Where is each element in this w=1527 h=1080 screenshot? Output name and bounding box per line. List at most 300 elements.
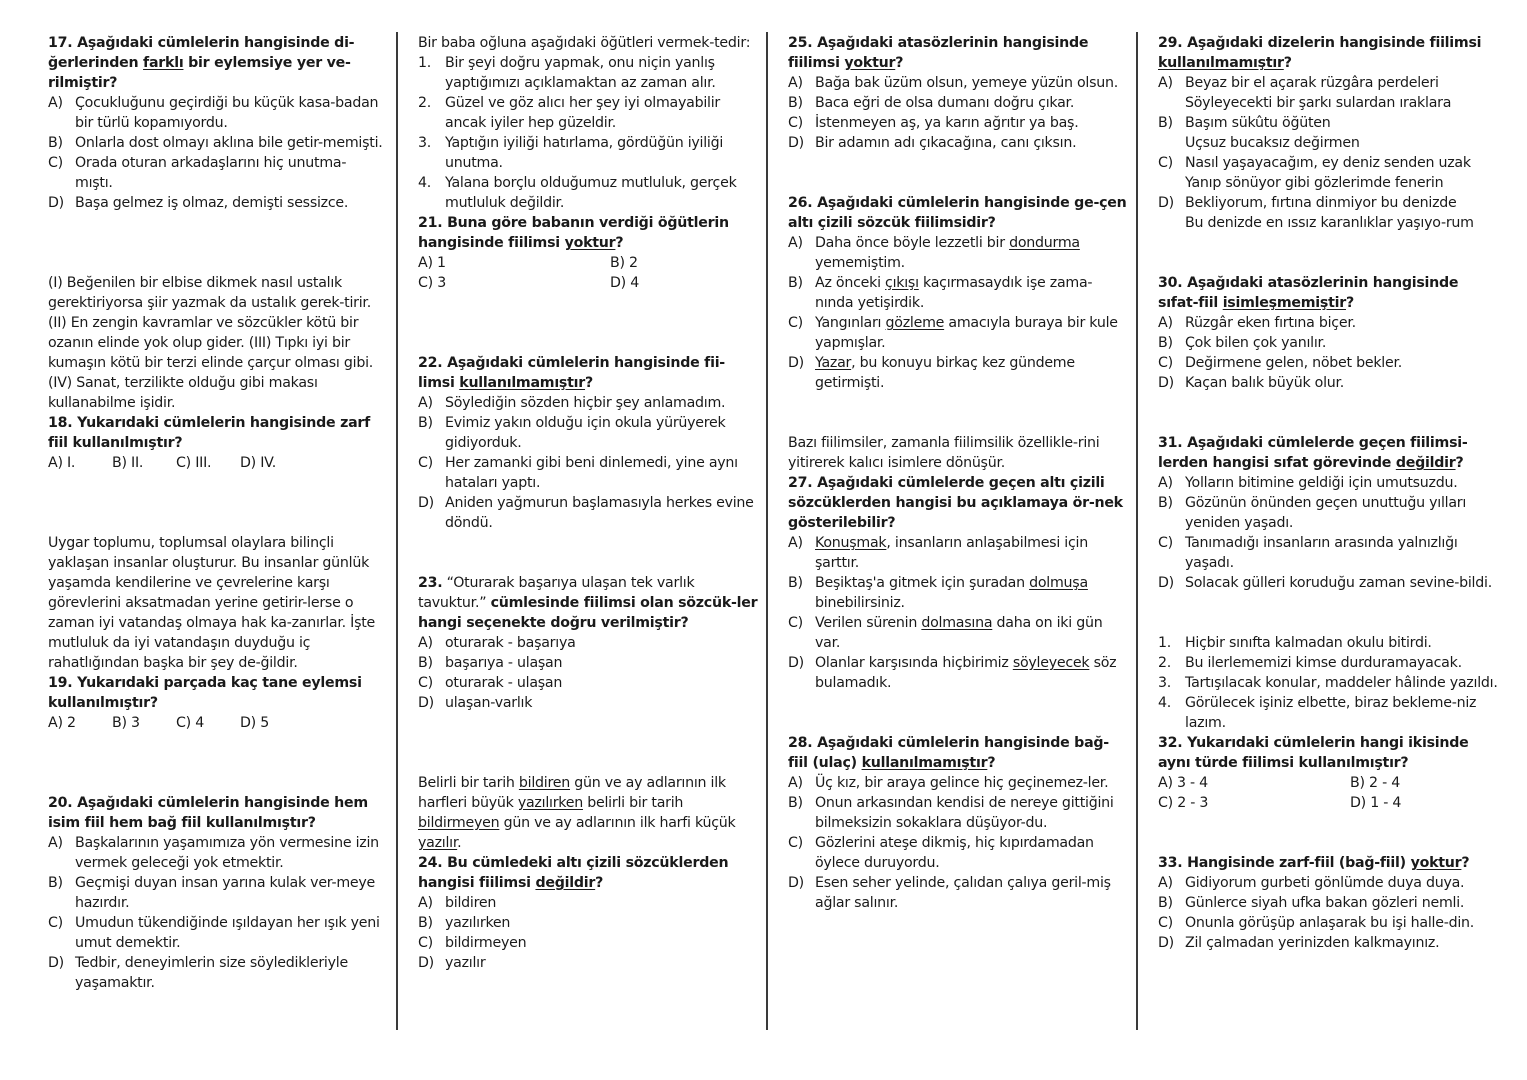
option-text [815, 273, 1128, 313]
option-d[interactable] [788, 873, 1128, 913]
option-a[interactable]: A) 1 [418, 255, 446, 271]
option-c[interactable] [788, 313, 1128, 353]
option-label: C) [788, 315, 803, 331]
question-25 [788, 33, 1128, 153]
option-text: yazılır [445, 955, 486, 971]
option-a[interactable] [788, 773, 1128, 793]
underlined-word: dondurma [1009, 235, 1080, 251]
option-label: A) [788, 775, 803, 791]
question-part: Aşağıdaki cümlelerin hangisinde fii-limsi [418, 355, 725, 391]
option-label: B) [1158, 495, 1173, 511]
underlined-keyword: yoktur [1410, 855, 1462, 871]
option-label: A) [48, 95, 63, 111]
question-number: 26. [788, 195, 813, 211]
option-label: D) [418, 495, 434, 511]
option-text: Söylediğin sözden hiçbir şey anlamadım. [445, 395, 726, 411]
option-text [815, 353, 1128, 393]
option-c[interactable] [1158, 533, 1498, 573]
option-label: B) [788, 795, 803, 811]
option-text: oturarak - başarıya [445, 635, 576, 651]
option-text: Başkalarının yaşamımıza yön vermesine izin vermek geleceği yok etmektir. [75, 835, 379, 871]
question-text [418, 573, 758, 633]
question-part: Yukarıdaki parçada kaç tane eylemsi kullanılmıştır? [48, 675, 362, 711]
passage [418, 773, 758, 853]
option-text: Geçmişi duyan insan yarına kulak ver-meye hazırdır. [75, 875, 376, 911]
option-text: Kaçan balık büyük olur. [1185, 375, 1345, 391]
item-number: 1. [418, 55, 432, 71]
option-label: B) [48, 875, 63, 891]
option-c[interactable] [48, 153, 383, 193]
option-text: bildiren [445, 895, 497, 911]
underlined-keyword: kullanılmamıştır [459, 375, 586, 391]
option-label: B) [48, 135, 63, 151]
question-28 [788, 733, 1128, 913]
column-1 [48, 33, 383, 993]
question-text [1158, 433, 1498, 473]
option-text: Onun arkasından kendisi de nereye gittiğini bilmeksizin sokaklara düşüyor-du. [815, 795, 1114, 831]
question-number: 30. [1158, 275, 1183, 291]
option-a[interactable] [1158, 313, 1498, 333]
question-text [788, 193, 1128, 233]
option-d[interactable] [1158, 573, 1498, 593]
underlined-word: Yazar [815, 355, 852, 371]
option-label: C) [1158, 155, 1173, 171]
option-text: Baca eğri de olsa dumanı doğru çıkar. [815, 95, 1075, 111]
passage-intro: Bir baba oğluna aşağıdaki öğütleri vermek-tedir: [418, 35, 751, 51]
option-d[interactable] [418, 493, 758, 533]
question-number: 24. [418, 855, 443, 871]
option-label: C) [788, 615, 803, 631]
option-d[interactable] [788, 353, 1128, 393]
option-text [815, 233, 1128, 273]
text-part: Az önceki [815, 275, 886, 291]
item-number: 4. [418, 175, 432, 191]
option-text: Evimiz yakın olduğu için okula yürüyerek gidiyorduk. [445, 415, 726, 451]
option-label: A) [418, 895, 433, 911]
question-part: Aşağıdaki cümlelerde geçen altı çizili sözcüklerden hangisi bu açıklamaya ör-nek gösterilebilir? [788, 475, 1123, 531]
option-d[interactable] [418, 953, 758, 973]
answer-row [48, 713, 383, 733]
option-c[interactable]: C) 2 - 3 [1158, 795, 1209, 811]
option-text: Bir adamın adı çıkacağına, canı çıksın. [815, 135, 1077, 151]
passage: Bazı fiilimsiler, zamanla fiilimsilik özellikle-rini yitirerek kalıcı isimlere dönüşür. [788, 435, 1100, 471]
option-text [1185, 153, 1498, 193]
option-label: B) [788, 275, 803, 291]
item-text: Yalana borçlu olduğumuz mutluluk, gerçek mutluluk değildir. [445, 175, 737, 211]
text-part: , bu konuyu birkaç kez gündeme getirmişti. [815, 355, 1075, 391]
question-number: 21. [418, 215, 443, 231]
option-text: Değirmene gelen, nöbet bekler. [1185, 355, 1403, 371]
question-17 [48, 33, 383, 213]
question-number: 23. [418, 575, 443, 591]
option-d[interactable] [48, 193, 383, 213]
option-label: D) [788, 655, 804, 671]
verse-line: Nasıl yaşayacağım, ey deniz senden uzak [1185, 155, 1471, 171]
option-a[interactable] [48, 93, 383, 133]
option-c[interactable] [1158, 913, 1498, 933]
option-b[interactable]: B) 2 [610, 255, 638, 271]
option-label: A) [788, 535, 803, 551]
question-text [48, 413, 383, 453]
option-a[interactable] [788, 233, 1128, 273]
option-text [815, 573, 1128, 613]
item-text: Hiçbir sınıfta kalmadan okulu bitirdi. [1185, 635, 1432, 651]
question-text [788, 473, 1128, 533]
option-c[interactable]: C) III. [176, 455, 212, 471]
question-text [48, 673, 383, 713]
question-part: ? [987, 755, 996, 771]
question-number: 17. [48, 35, 73, 51]
question-31 [1158, 433, 1498, 593]
option-d[interactable] [1158, 933, 1498, 953]
option-text: Çok bilen çok yanılır. [1185, 335, 1327, 351]
option-label: D) [418, 955, 434, 971]
option-c[interactable]: C) 3 [418, 275, 446, 291]
question-number: 19. [48, 675, 73, 691]
option-c[interactable] [418, 933, 758, 953]
question-text [418, 213, 758, 253]
underlined-keyword: farklı [143, 55, 184, 71]
question-22 [418, 353, 758, 533]
option-text: Gözünün önünden geçen unuttuğu yılları yeniden yaşadı. [1185, 495, 1467, 531]
option-b[interactable] [48, 133, 383, 153]
option-label: B) [1158, 895, 1173, 911]
underlined-keyword: yoktur [564, 235, 616, 251]
option-label: C) [418, 455, 433, 471]
question-number: 18. [48, 415, 73, 431]
item-text: Yaptığın iyiliği hatırlama, gördüğün iyiliği unutma. [445, 135, 724, 171]
option-label: D) [1158, 195, 1174, 211]
question-text [1158, 33, 1498, 73]
option-label: D) [48, 195, 64, 211]
option-b[interactable] [788, 93, 1128, 113]
question-text [418, 853, 758, 893]
option-b[interactable] [1158, 893, 1498, 913]
question-23 [418, 573, 758, 713]
option-label: C) [48, 915, 63, 931]
list-item [418, 133, 758, 173]
question-33 [1158, 853, 1498, 953]
option-c[interactable] [48, 913, 383, 953]
option-d[interactable] [418, 693, 758, 713]
question-number: 27. [788, 475, 813, 491]
option-c[interactable]: C) 4 [176, 715, 204, 731]
option-text: oturarak - ulaşan [445, 675, 563, 691]
question-19 [48, 533, 383, 733]
list-item [418, 53, 758, 93]
question-number: 20. [48, 795, 73, 811]
question-27 [788, 433, 1128, 693]
option-d[interactable] [1158, 193, 1498, 233]
text-part: Beşiktaş'a gitmek için şuradan [815, 575, 1030, 591]
question-20 [48, 793, 383, 993]
option-text [815, 313, 1128, 353]
option-label: C) [788, 835, 803, 851]
passage-part: gün ve ay adlarının ilk harfi küçük [499, 815, 736, 831]
question-part: Aşağıdaki atasözlerinin hangisinde sıfat-fiil [1158, 275, 1459, 311]
option-a[interactable]: A) 3 - 4 [1158, 775, 1208, 791]
option-a[interactable] [418, 893, 758, 913]
option-text: Tedbir, deneyimlerin size söyledikleriyle yaşamaktır. [75, 955, 348, 991]
option-label: D) [1158, 935, 1174, 951]
list-item [418, 173, 758, 213]
passage-part: gün ve ay adlarının ilk harfleri büyük [418, 775, 726, 811]
underlined-word: Konuşmak [815, 535, 887, 551]
question-text [418, 353, 758, 393]
option-label: B) [418, 655, 433, 671]
option-text: Tanımadığı insanların arasında yalnızlığı yaşadı. [1185, 535, 1458, 571]
option-text: bildirmeyen [445, 935, 527, 951]
list-item [1158, 653, 1498, 673]
underlined-keyword: kullanılmamıştır [1158, 55, 1284, 71]
option-label: A) [1158, 75, 1173, 91]
option-b[interactable] [418, 413, 758, 453]
question-part: Aşağıdaki cümlelerde geçen fiilimsi-lerden hangisi sıfat görevinde [1158, 435, 1468, 471]
text-part: Daha önce böyle lezzetli bir [815, 235, 1010, 251]
option-text: Orada oturan arkadaşlarını hiç unutma-mıştı. [75, 155, 347, 191]
option-d[interactable] [1158, 373, 1498, 393]
option-label: D) [1158, 575, 1174, 591]
question-18 [48, 273, 383, 473]
option-a[interactable] [788, 533, 1128, 573]
option-text: Günlerce siyah ufka bakan gözleri nemli. [1185, 895, 1465, 911]
option-text: Yolların bitimine geldiği için umutsuzdu. [1185, 475, 1458, 491]
question-text [1158, 733, 1498, 773]
passage-part: belirli bir tarih [582, 795, 684, 811]
item-number: 1. [1158, 635, 1172, 651]
option-label: C) [1158, 915, 1173, 931]
option-text: Başa gelmez iş olmaz, demişti sessizce. [75, 195, 349, 211]
option-a[interactable]: A) 2 [48, 715, 76, 731]
underlined-keyword: değildir [1395, 455, 1456, 471]
column-3 [788, 33, 1128, 913]
option-label: C) [788, 115, 803, 131]
question-text [1158, 273, 1498, 313]
list-item [1158, 633, 1498, 653]
option-label: B) [418, 415, 433, 431]
option-b[interactable] [1158, 113, 1498, 153]
option-label: C) [418, 935, 433, 951]
question-part: ? [1455, 455, 1464, 471]
option-b[interactable] [1158, 333, 1498, 353]
option-label: A) [1158, 315, 1173, 331]
option-b[interactable]: B) II. [112, 455, 144, 471]
option-b[interactable] [1158, 493, 1498, 533]
option-d[interactable]: D) 4 [610, 275, 639, 291]
verse-line: Bekliyorum, fırtına dinmiyor bu denizde [1185, 195, 1457, 211]
option-a[interactable] [418, 633, 758, 653]
question-24 [418, 773, 758, 973]
option-b[interactable] [418, 913, 758, 933]
question-part: Buna göre babanın verdiği öğütlerin hangisinde fiilimsi [418, 215, 729, 251]
question-part: Hangisinde zarf-fiil (bağ-fiil) [1187, 855, 1411, 871]
option-c[interactable] [1158, 353, 1498, 373]
option-c[interactable] [788, 613, 1128, 653]
option-text [815, 533, 1128, 573]
underlined-keyword: isimleşmemiştir [1222, 295, 1346, 311]
option-label: B) [418, 915, 433, 931]
question-number: 22. [418, 355, 443, 371]
option-text [1185, 113, 1498, 153]
option-a[interactable]: A) I. [48, 455, 76, 471]
text-part: Olanlar karşısında hiçbirimiz [815, 655, 1013, 671]
option-label: C) [418, 675, 433, 691]
option-label: A) [1158, 475, 1173, 491]
underlined-word: yazılırken [517, 795, 583, 811]
text-part: söz bulamadık. [815, 655, 1117, 691]
verse-line: Söyleyecekti bir şarkı sulardan ıraklara [1185, 95, 1452, 111]
option-a[interactable] [1158, 873, 1498, 893]
option-d[interactable] [788, 133, 1128, 153]
underlined-keyword: kullanılmamıştır [861, 755, 988, 771]
underlined-keyword: yoktur [844, 55, 896, 71]
item-number: 3. [1158, 675, 1172, 691]
list-item [418, 93, 758, 133]
column-divider [396, 32, 398, 1030]
question-part: ? [1283, 55, 1292, 71]
question-part: Aşağıdaki cümlelerin hangisinde bağ-fiil (ulaç) [788, 735, 1109, 771]
question-number: 25. [788, 35, 813, 51]
option-label: D) [788, 135, 804, 151]
verse-line: Uçsuz bucaksız değirmen [1185, 135, 1360, 151]
option-d[interactable]: D) 5 [240, 715, 269, 731]
option-d[interactable]: D) IV. [240, 455, 277, 471]
option-d[interactable] [788, 653, 1128, 693]
option-label: C) [1158, 535, 1173, 551]
column-4 [1158, 33, 1498, 953]
underlined-word: bildirmeyen [418, 815, 500, 831]
item-number: 4. [1158, 695, 1172, 711]
question-part: Bu cümledeki altı çizili sözcüklerden hangisi fiilimsi [418, 855, 729, 891]
question-29 [1158, 33, 1498, 233]
text-part: Verilen sürenin [815, 615, 922, 631]
option-text [815, 653, 1128, 693]
option-c[interactable] [1158, 153, 1498, 193]
option-a[interactable] [48, 833, 383, 873]
option-c[interactable] [418, 673, 758, 693]
option-text: Üç kız, bir araya gelince hiç geçinemez-ler. [815, 775, 1109, 791]
option-text [1185, 193, 1498, 233]
option-a[interactable] [1158, 473, 1498, 493]
underlined-word: bildiren [518, 775, 570, 791]
option-b[interactable]: B) 2 - 4 [1350, 775, 1400, 791]
text-part: kaçırmasaydık işe zama-nında yetişirdik. [815, 275, 1093, 311]
option-text: Zil çalmadan yerinizden kalkmayınız. [1185, 935, 1440, 951]
option-b[interactable] [788, 273, 1128, 313]
option-text: Bağa bak üzüm olsun, yemeye yüzün olsun. [815, 75, 1118, 91]
column-2 [418, 33, 758, 973]
option-label: A) [1158, 875, 1173, 891]
passage-part: . [457, 835, 462, 851]
underlined-word: gözleme [885, 315, 945, 331]
option-b[interactable] [788, 793, 1128, 833]
question-part: bir eylemsiye yer ve-rilmiştir? [48, 55, 351, 91]
passage-part: Belirli bir tarih [418, 775, 519, 791]
text-part: Yangınları [815, 315, 886, 331]
text-part: daha on iki gün var. [815, 615, 1103, 651]
option-b[interactable] [418, 653, 758, 673]
option-text: Her zamanki gibi beni dinlemedi, yine aynı hataları yaptı. [445, 455, 738, 491]
question-text [788, 733, 1128, 773]
option-label: D) [1158, 375, 1174, 391]
question-text [1158, 853, 1498, 873]
option-text: Solacak gülleri koruduğu zaman sevine-bildi. [1185, 575, 1492, 591]
question-number: 29. [1158, 35, 1183, 51]
answer-grid [1158, 773, 1498, 813]
question-part: Aşağıdaki cümlelerin hangisinde hem isim fiil hem bağ fiil kullanılmıştır? [48, 795, 368, 831]
option-a[interactable] [418, 393, 758, 413]
option-b[interactable] [788, 573, 1128, 613]
text-part: , insanların anlaşabilmesi için şarttır. [815, 535, 1088, 571]
column-divider [1136, 32, 1138, 1030]
option-label: D) [418, 695, 434, 711]
list-item [1158, 693, 1498, 733]
option-text: Gidiyorum gurbeti gönlümde duya duya. [1185, 875, 1465, 891]
option-text: başarıya - ulaşan [445, 655, 563, 671]
verse-line: Bu denizde en ıssız karanlıklar yaşıyo-rum [1185, 215, 1474, 231]
question-part: Aşağıdaki cümlelerin hangisinde di-ğerlerinden [48, 35, 355, 71]
option-label: B) [788, 95, 803, 111]
option-d[interactable]: D) 1 - 4 [1350, 795, 1402, 811]
underlined-word: yazılır [418, 835, 458, 851]
underlined-word: çıkışı [885, 275, 919, 291]
question-part: ? [1345, 295, 1354, 311]
item-number: 3. [418, 135, 432, 151]
option-text: yazılırken [445, 915, 511, 931]
option-text [815, 613, 1128, 653]
text-part: yememiştim. [815, 255, 905, 271]
question-part: ? [585, 375, 594, 391]
option-c[interactable] [418, 453, 758, 493]
option-a[interactable] [1158, 73, 1498, 113]
item-text: Bu ilerlememizi kimse durduramayacak. [1185, 655, 1462, 671]
underlined-word: dolmasına [921, 615, 993, 631]
option-label: A) [48, 835, 63, 851]
option-c[interactable] [788, 113, 1128, 133]
question-part: Yukarıdaki cümlelerin hangisinde zarf fiil kullanılmıştır? [48, 415, 371, 451]
option-b[interactable]: B) 3 [112, 715, 140, 731]
item-number: 2. [418, 95, 432, 111]
option-text: Onlarla dost olmayı aklına bile getir-memişti. [75, 135, 383, 151]
question-text [48, 793, 383, 833]
option-label: A) [788, 235, 803, 251]
option-c[interactable] [788, 833, 1128, 873]
option-label: D) [48, 955, 64, 971]
underlined-word: söyleyecek [1012, 655, 1090, 671]
question-part: cümlesinde fiilimsi olan sözcük-ler hangi seçenekte doğru verilmiştir? [418, 595, 758, 631]
column-divider [766, 32, 768, 1030]
option-label: D) [788, 875, 804, 891]
option-label: A) [788, 75, 803, 91]
verse-line: Başım sükûtu öğüten [1185, 115, 1331, 131]
option-d[interactable] [48, 953, 383, 993]
option-text: Gözlerini ateşe dikmiş, hiç kıpırdamadan öylece duruyordu. [815, 835, 1094, 871]
option-text: Umudun tükendiğinde ışıldayan her ışık yeni umut demektir. [75, 915, 380, 951]
option-text: Çocukluğunu geçirdiği bu küçük kasa-badan bir türlü kopamıyordu. [75, 95, 379, 131]
underlined-keyword: değildir [535, 875, 596, 891]
option-label: A) [418, 395, 433, 411]
option-a[interactable] [788, 73, 1128, 93]
question-32 [1158, 633, 1498, 813]
underlined-word: dolmuşa [1029, 575, 1088, 591]
option-b[interactable] [48, 873, 383, 913]
answer-grid [418, 253, 758, 293]
question-part: ? [1461, 855, 1470, 871]
option-label: A) [418, 635, 433, 651]
text-part: amacıyla buraya bir kule yapmışlar. [815, 315, 1118, 351]
list-item [1158, 673, 1498, 693]
option-label: C) [48, 155, 63, 171]
